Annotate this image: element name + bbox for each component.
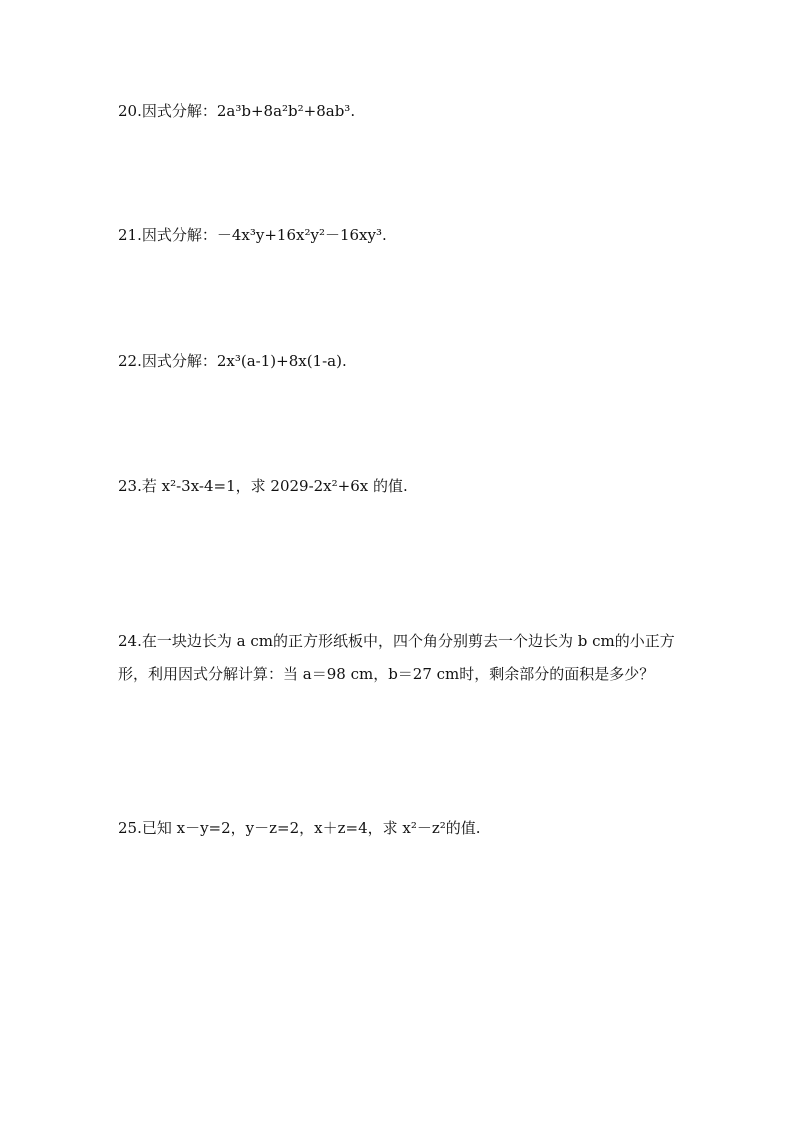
problem-line-1	[118, 625, 698, 658]
problem-25	[118, 812, 698, 845]
problem-20	[118, 95, 698, 128]
problem-text: 因式分解：－4x³y+16x²y²－16xy³.	[141, 226, 387, 244]
problem-text: 因式分解：2a³b+8a²b²+8ab³.	[141, 102, 356, 120]
problem-text-line-2: 形，利用因式分解计算：当 a＝98 cm，b＝27 cm时，剩余部分的面积是多少？	[118, 665, 655, 683]
problem-text: 因式分解：2x³(a-1)+8x(1-a).	[141, 352, 347, 370]
problem-number: 25.	[118, 819, 142, 837]
problem-text-line-1: 在一块边长为 a cm的正方形纸板中，四个角分别剪去一个边长为 b cm的小正方	[141, 632, 675, 650]
problem-22	[118, 345, 698, 378]
problem-number: 23.	[118, 477, 142, 495]
problem-number: 24.	[118, 632, 142, 650]
problem-number: 22.	[118, 352, 142, 370]
problem-number: 20.	[118, 102, 142, 120]
problem-text: 若 x²-3x-4=1，求 2029-2x²+6x 的值.	[141, 477, 408, 495]
problem-text: 已知 x－y=2，y－z=2，x＋z=4，求 x²－z²的值.	[141, 819, 481, 837]
problem-23	[118, 470, 698, 503]
problem-24	[118, 625, 698, 691]
problem-21	[118, 219, 698, 252]
problem-number: 21.	[118, 226, 142, 244]
